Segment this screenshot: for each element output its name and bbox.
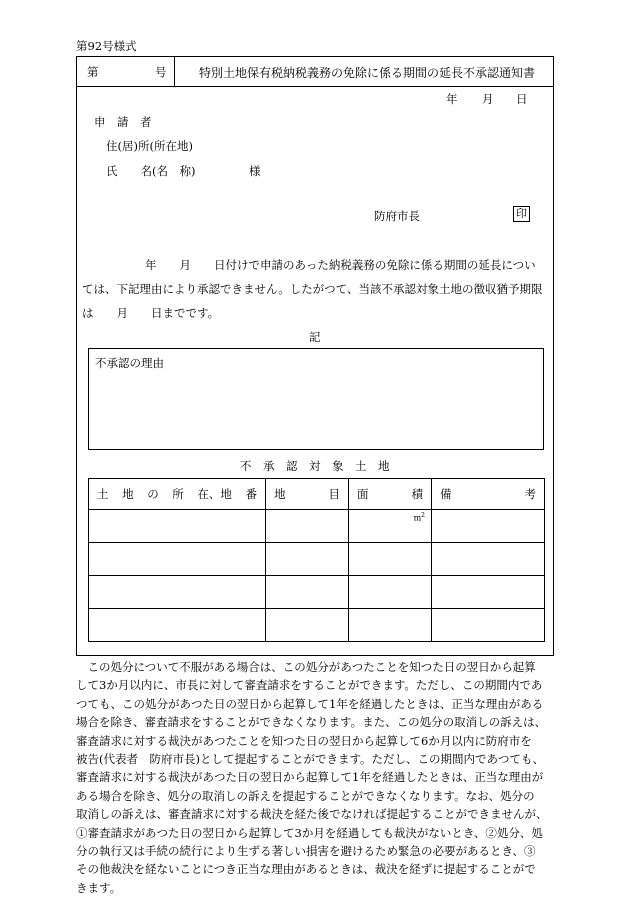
honorific-sama: 様 xyxy=(249,164,261,178)
notice-line: 審査請求に対する裁決があつたことを知つた日の翌日から起算して6か月以内に防府市を xyxy=(76,733,532,748)
reason-label: 不承認の理由 xyxy=(95,356,164,370)
area-cell xyxy=(349,609,432,642)
reason-box xyxy=(88,348,544,450)
header-remarks-char: 考 xyxy=(524,487,536,501)
notice-line: つても、この処分があつた日の翌日から起算して1年を経過したときは、正当な理由がある xyxy=(76,696,544,711)
area-cell xyxy=(349,543,432,576)
header-category-char: 目 xyxy=(328,487,340,501)
header-location-char: 地 xyxy=(122,487,134,501)
header-area-char: 面 xyxy=(357,487,369,501)
header-category-char: 地 xyxy=(274,487,286,501)
category-cell xyxy=(266,543,349,576)
header-location-char: 在、地 xyxy=(197,487,232,501)
area-unit xyxy=(414,512,425,523)
header-location-char: 土 xyxy=(97,487,109,501)
area-cell xyxy=(349,576,432,609)
appeal-notice xyxy=(76,658,554,897)
notice-line: この処分について不服がある場合は、この処分があつたことを知つた日の翌日から起算 xyxy=(76,660,536,674)
document-number-cell xyxy=(77,57,175,86)
address-label: 住(居)所(所在地) xyxy=(106,139,193,153)
table-row xyxy=(89,576,545,609)
table-row xyxy=(89,543,545,576)
date-day-label: 日 xyxy=(516,92,528,106)
form-number: 第92号様式 xyxy=(76,39,137,53)
body-line-1: 年 月 日付けで申請のあった納税義務の免除に係る期間の延長につい xyxy=(145,258,536,272)
notice-line: きます。 xyxy=(76,880,122,895)
header-location-char: 所 xyxy=(172,487,184,501)
area-unit-base: m xyxy=(413,513,422,523)
land-table xyxy=(88,478,545,642)
area-unit-sup: 2 xyxy=(421,512,425,519)
notice-line: 審査請求に対する裁決があつた日の翌日から起算して1年を経過したときは、正当な理由が xyxy=(76,770,544,785)
date-year-label: 年 xyxy=(446,92,458,106)
title-row xyxy=(77,57,553,87)
header-location xyxy=(89,479,266,510)
location-cell xyxy=(89,543,266,576)
area-cell xyxy=(349,510,432,543)
remarks-cell xyxy=(432,510,545,543)
issuer-name: 防府市長 xyxy=(374,209,420,223)
category-cell xyxy=(266,609,349,642)
table-row xyxy=(89,609,545,642)
remarks-cell xyxy=(432,609,545,642)
seal-mark xyxy=(513,206,530,222)
notice-line: 場合を除き、審査請求をすることができなくなります。また、この処分の取消しの訴えは、 xyxy=(76,715,547,730)
notice-line: 被告(代表者 防府市長)として提起することができます。ただし、この期間内であつても、 xyxy=(76,752,545,767)
notice-line: ①審査請求があつた日の翌日から起算して3か月を経過しても裁決がないとき、②処分、処 xyxy=(76,825,543,840)
ki-label: 記 xyxy=(309,330,321,344)
body-line-2: ては、下記理由により承認できません。したがつて、当該不承認対象土地の徴収猶予期限 xyxy=(82,282,543,296)
header-location-char: の xyxy=(147,487,159,501)
location-cell xyxy=(89,576,266,609)
category-cell xyxy=(266,510,349,543)
notice-line: 取消しの訴えは、審査請求に対する裁決を経た後でなければ提起することができませんが、 xyxy=(76,807,548,822)
header-category xyxy=(266,479,349,510)
notice-line: その他裁決を経ないことにつき正当な理由があるときは、裁決を経ずに提起することがで xyxy=(76,862,536,877)
remarks-cell xyxy=(432,543,545,576)
table-row xyxy=(89,510,545,543)
number-label-dai: 第 xyxy=(87,65,99,79)
document-title: 特別土地保有税納税義務の免除に係る期間の延長不承認通知書 xyxy=(199,66,536,80)
header-remarks xyxy=(432,479,545,510)
location-cell xyxy=(89,510,266,543)
date-month-label: 月 xyxy=(482,92,494,106)
category-cell xyxy=(266,576,349,609)
land-table-caption: 不 承 認 対 象 土 地 xyxy=(240,459,390,473)
land-table-header-row xyxy=(89,479,545,510)
body-line-3: は 月 日までです。 xyxy=(82,306,220,320)
header-area-char: 積 xyxy=(411,487,423,501)
header-remarks-char: 備 xyxy=(440,487,452,501)
seal-box: 印 xyxy=(513,206,530,222)
applicant-heading: 申 請 者 xyxy=(94,115,152,129)
name-label: 氏 名(名 称) xyxy=(106,164,196,178)
notice-line: して3か月以内に、市長に対して審査請求をすることができます。ただし、この期間内であ xyxy=(76,678,543,693)
notice-line: 分の執行又は手続の続行により生ずる著しい損害を避けるため緊急の必要があるとき、③ xyxy=(76,844,536,859)
number-label-go: 号 xyxy=(155,65,167,79)
header-area xyxy=(349,479,432,510)
remarks-cell xyxy=(432,576,545,609)
notice-line: ある場合を除き、処分の取消しの訴えを提起することができなくなります。なお、処分の xyxy=(76,788,535,803)
header-location-char: 番 xyxy=(245,487,257,501)
location-cell xyxy=(89,609,266,642)
